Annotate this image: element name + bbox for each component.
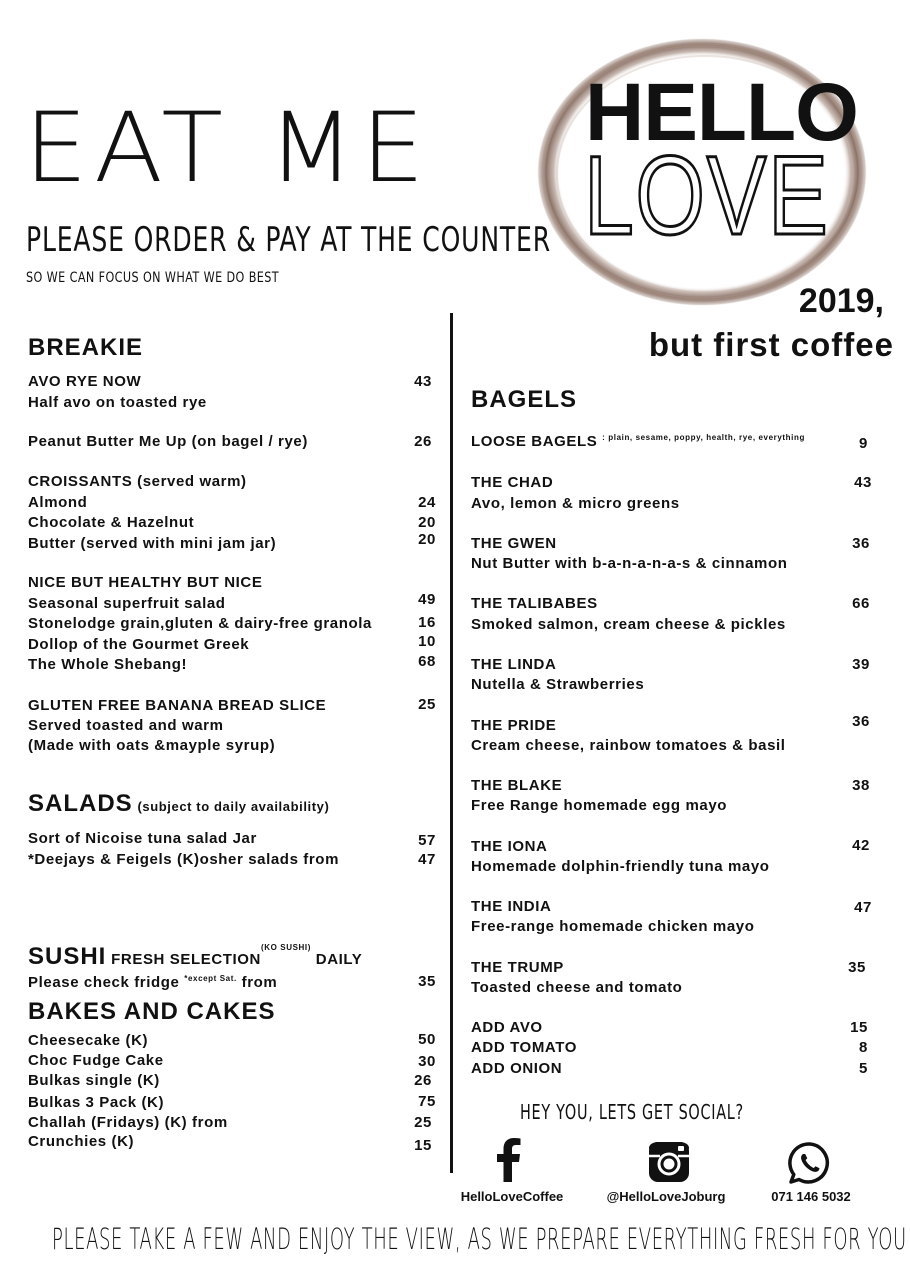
sushi-heading (28, 943, 362, 971)
bagels-heading: BAGELS (471, 386, 578, 413)
menu-item-name: Butter (served with mini jam jar) (28, 535, 277, 552)
menu-item-desc: Smoked salmon, cream cheese & pickles (471, 616, 786, 633)
menu-item-name: THE TALIBABES (471, 595, 598, 612)
menu-item-desc: Toasted cheese and tomato (471, 979, 683, 996)
menu-item-name: Dollop of the Gourmet Greek (28, 636, 250, 653)
facebook-handle[interactable]: HelloLoveCoffee (460, 1189, 564, 1204)
salads-heading (28, 790, 329, 818)
footer-message: PLEASE TAKE A FEW AND ENJOY THE VIEW, AS WE PREPARE EVERYTHING FRESH FOR YOU (52, 1222, 907, 1256)
menu-item-price: 57 (418, 832, 436, 849)
breakie-heading: BREAKIE (28, 334, 144, 361)
menu-item-name: GLUTEN FREE BANANA BREAD SLICE (28, 697, 327, 714)
sushi-heading-end: DAILY (315, 951, 363, 968)
addon-name: ADD ONION (471, 1060, 563, 1077)
menu-item-name: Crunchies (K) (28, 1133, 135, 1150)
menu-item-name: THE PRIDE (471, 717, 557, 734)
sushi-title: SUSHI (28, 943, 107, 970)
menu-item-price: 38 (852, 777, 870, 794)
bakes-heading: BAKES AND CAKES (28, 998, 276, 1025)
addon-name: ADD TOMATO (471, 1039, 577, 1056)
menu-item-name: Almond (28, 494, 88, 511)
focus-subtitle: SO WE CAN FOCUS ON WHAT WE DO BEST (26, 270, 280, 286)
menu-item-price: 20 (418, 514, 436, 531)
page-title: EAT ME (24, 92, 431, 204)
sushi-heading-rest: FRESH SELECTION (111, 951, 261, 968)
sushi-line (28, 974, 277, 991)
menu-item-desc: Avo, lemon & micro greens (471, 495, 680, 512)
menu-item-desc: Free-range homemade chicken mayo (471, 918, 755, 935)
addon-name: ADD AVO (471, 1019, 543, 1036)
menu-item-name: Seasonal superfruit salad (28, 595, 226, 612)
menu-item-name: Stonelodge grain,gluten & dairy-free granola (28, 615, 372, 632)
menu-item-desc: Free Range homemade egg mayo (471, 797, 728, 814)
menu-item-name: Sort of Nicoise tuna salad Jar (28, 830, 257, 847)
addon-price: 15 (850, 1019, 868, 1036)
menu-item-name: THE INDIA (471, 898, 552, 915)
loose-bagels-note: : plain, sesame, poppy, health, rye, everything (602, 433, 805, 442)
menu-item-price: 43 (414, 373, 432, 390)
menu-item-price: 66 (852, 595, 870, 612)
menu-item-price: 26 (414, 1072, 432, 1089)
logo-hello: HELLO (585, 67, 858, 158)
menu-item-desc: Cream cheese, rainbow tomatoes & basil (471, 737, 786, 754)
addon-price: 5 (859, 1060, 868, 1077)
menu-item-price: 9 (859, 435, 868, 452)
menu-item-price: 20 (418, 531, 436, 548)
facebook-icon[interactable] (492, 1138, 526, 1182)
menu-item-desc: Nut Butter with b-a-n-a-n-a-s & cinnamon (471, 555, 788, 572)
menu-item-price: 30 (418, 1053, 436, 1070)
menu-item-name: Cheesecake (K) (28, 1032, 149, 1049)
menu-item-price: 35 (418, 973, 436, 990)
menu-item-price: 10 (418, 633, 436, 650)
menu-item-name: THE GWEN (471, 535, 557, 552)
menu-item-desc: Served toasted and warm (28, 717, 224, 734)
menu-item-name: THE TRUMP (471, 959, 564, 976)
menu-item-price: 25 (414, 1114, 432, 1131)
menu-item-price: 35 (848, 959, 866, 976)
menu-item-price: 47 (418, 851, 436, 868)
menu-item-price: 43 (854, 474, 872, 491)
menu-item-name: LOOSE BAGELS (471, 433, 598, 450)
menu-item-price: 68 (418, 653, 436, 670)
menu-item-price: 24 (418, 494, 436, 511)
logo-love: LOVE (584, 133, 830, 258)
menu-item-price: 42 (852, 837, 870, 854)
instagram-icon[interactable] (647, 1140, 691, 1184)
menu-item-price: 15 (414, 1137, 432, 1154)
order-instruction: PLEASE ORDER & PAY AT THE COUNTER (26, 220, 551, 260)
menu-item-name: AVO RYE NOW (28, 373, 142, 390)
menu-item-desc: (Made with oats &mayple syrup) (28, 737, 276, 754)
menu-item-name: The Whole Shebang! (28, 656, 188, 673)
column-divider (450, 313, 453, 1173)
tagline-year: 2019, (798, 282, 884, 320)
instagram-handle[interactable]: @HelloLoveJoburg (606, 1189, 726, 1204)
menu-item-desc: Nutella & Strawberries (471, 676, 645, 693)
menu-item-name: THE LINDA (471, 656, 557, 673)
menu-item-price: 16 (418, 614, 436, 631)
whatsapp-number[interactable]: 071 146 5032 (771, 1189, 851, 1204)
salads-note: (subject to daily availability) (137, 799, 330, 814)
menu-item-name: THE IONA (471, 838, 548, 855)
menu-item-name: THE CHAD (471, 474, 554, 491)
menu-item-desc: Homemade dolphin-friendly tuna mayo (471, 858, 770, 875)
menu-item-price: 25 (418, 696, 436, 713)
menu-item-desc: Half avo on toasted rye (28, 394, 207, 411)
addon-price: 8 (859, 1039, 868, 1056)
menu-item-price: 36 (852, 535, 870, 552)
menu-item-name: *Deejays & Feigels (K)osher salads from (28, 851, 340, 868)
menu-item-price: 49 (418, 591, 436, 608)
menu-item-name: Peanut Butter Me Up (on bagel / rye) (28, 433, 308, 450)
menu-item-name: Bulkas single (K) (28, 1072, 160, 1089)
menu-item-price: 50 (418, 1031, 436, 1048)
menu-item-name: Challah (Fridays) (K) from (28, 1114, 228, 1131)
sushi-line-end: from (241, 974, 278, 991)
menu-item-price: 39 (852, 656, 870, 673)
menu-item-price: 36 (852, 713, 870, 730)
menu-item-price: 26 (414, 433, 432, 450)
sushi-line-text: Please check fridge (28, 974, 180, 991)
menu-item-name: THE BLAKE (471, 777, 563, 794)
tagline-coffee: but first coffee (648, 326, 894, 363)
loose-bagels (471, 433, 805, 450)
menu-item-name: Choc Fudge Cake (28, 1052, 164, 1069)
whatsapp-icon[interactable] (788, 1141, 832, 1185)
menu-item-price: 75 (418, 1093, 436, 1110)
sushi-heading-sup: (KO SUSHI) (261, 943, 311, 952)
menu-item-name: Bulkas 3 Pack (K) (28, 1094, 165, 1111)
menu-item-price: 47 (854, 899, 872, 916)
menu-group-name: NICE BUT HEALTHY BUT NICE (28, 574, 263, 591)
sushi-line-sup: *except Sat. (184, 974, 237, 983)
social-heading: HEY YOU, LETS GET SOCIAL? (520, 1100, 744, 1124)
menu-group-name: CROISSANTS (served warm) (28, 473, 247, 490)
menu-item-name: Chocolate & Hazelnut (28, 514, 195, 531)
salads-title: SALADS (28, 790, 133, 817)
